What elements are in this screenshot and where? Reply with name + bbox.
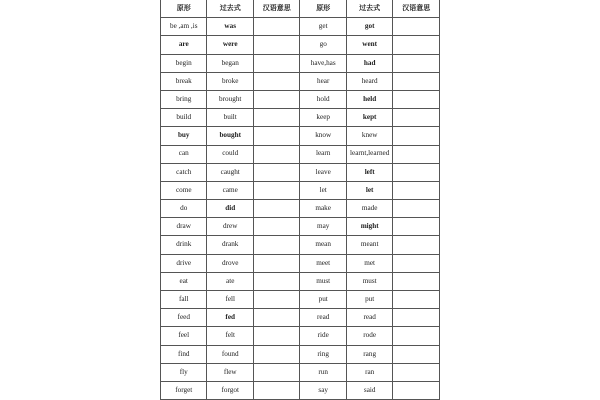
meaning-cell-2 xyxy=(393,291,440,309)
base-form-cell: forget xyxy=(161,381,207,399)
meaning-cell xyxy=(253,36,299,54)
base-form-cell: catch xyxy=(161,163,207,181)
table-row xyxy=(161,181,440,199)
base-form-cell-2: get xyxy=(300,18,346,36)
past-tense-cell: felt xyxy=(207,327,253,345)
meaning-cell xyxy=(253,327,299,345)
table-row xyxy=(161,127,440,145)
past-tense-cell: drew xyxy=(207,218,253,236)
base-form-cell: draw xyxy=(161,218,207,236)
base-form-cell-2: must xyxy=(300,272,346,290)
past-tense-cell-2: left xyxy=(346,163,392,181)
base-form-cell: buy xyxy=(161,127,207,145)
past-tense-cell-2: had xyxy=(346,54,392,72)
meaning-cell xyxy=(253,272,299,290)
past-tense-cell: built xyxy=(207,109,253,127)
base-form-cell-2: learn xyxy=(300,145,346,163)
meaning-cell-2 xyxy=(393,272,440,290)
meaning-cell xyxy=(253,145,299,163)
meaning-cell-2 xyxy=(393,363,440,381)
past-tense-cell: were xyxy=(207,36,253,54)
header-base-form: 原形 xyxy=(161,0,207,18)
table-row xyxy=(161,381,440,399)
meaning-cell-2 xyxy=(393,90,440,108)
base-form-cell: begin xyxy=(161,54,207,72)
base-form-cell-2: run xyxy=(300,363,346,381)
table-row xyxy=(161,54,440,72)
table-row xyxy=(161,72,440,90)
past-tense-cell: could xyxy=(207,145,253,163)
past-tense-cell-2: got xyxy=(346,18,392,36)
past-tense-cell-2: ran xyxy=(346,363,392,381)
base-form-cell-2: may xyxy=(300,218,346,236)
past-tense-cell: flew xyxy=(207,363,253,381)
meaning-cell xyxy=(253,218,299,236)
base-form-cell: build xyxy=(161,109,207,127)
past-tense-cell: brought xyxy=(207,90,253,108)
past-tense-cell-2: learnt,learned xyxy=(346,145,392,163)
base-form-cell-2: have,has xyxy=(300,54,346,72)
meaning-cell xyxy=(253,309,299,327)
base-form-cell-2: leave xyxy=(300,163,346,181)
table-row xyxy=(161,145,440,163)
base-form-cell: fly xyxy=(161,363,207,381)
base-form-cell-2: ring xyxy=(300,345,346,363)
meaning-cell-2 xyxy=(393,254,440,272)
meaning-cell-2 xyxy=(393,345,440,363)
base-form-cell: bring xyxy=(161,90,207,108)
meaning-cell-2 xyxy=(393,381,440,399)
meaning-cell xyxy=(253,236,299,254)
past-tense-cell-2: put xyxy=(346,291,392,309)
meaning-cell-2 xyxy=(393,36,440,54)
base-form-cell-2: hear xyxy=(300,72,346,90)
past-tense-cell-2: met xyxy=(346,254,392,272)
past-tense-cell-2: rode xyxy=(346,327,392,345)
meaning-cell-2 xyxy=(393,54,440,72)
base-form-cell-2: ride xyxy=(300,327,346,345)
table-row xyxy=(161,18,440,36)
verb-table-page xyxy=(160,0,440,400)
base-form-cell: fall xyxy=(161,291,207,309)
table-row xyxy=(161,90,440,108)
meaning-cell-2 xyxy=(393,18,440,36)
meaning-cell xyxy=(253,381,299,399)
meaning-cell xyxy=(253,90,299,108)
past-tense-cell: was xyxy=(207,18,253,36)
base-form-cell: are xyxy=(161,36,207,54)
meaning-cell-2 xyxy=(393,200,440,218)
base-form-cell-2: know xyxy=(300,127,346,145)
meaning-cell-2 xyxy=(393,218,440,236)
table-row xyxy=(161,200,440,218)
past-tense-cell: caught xyxy=(207,163,253,181)
past-tense-cell: broke xyxy=(207,72,253,90)
past-tense-cell: did xyxy=(207,200,253,218)
table-row xyxy=(161,254,440,272)
past-tense-cell: fell xyxy=(207,291,253,309)
base-form-cell-2: keep xyxy=(300,109,346,127)
base-form-cell-2: read xyxy=(300,309,346,327)
past-tense-cell-2: meant xyxy=(346,236,392,254)
irregular-verb-table xyxy=(160,0,440,400)
base-form-cell: feed xyxy=(161,309,207,327)
meaning-cell xyxy=(253,72,299,90)
table-body xyxy=(161,18,440,400)
meaning-cell xyxy=(253,254,299,272)
table-row xyxy=(161,163,440,181)
base-form-cell-2: make xyxy=(300,200,346,218)
past-tense-cell-2: heard xyxy=(346,72,392,90)
meaning-cell xyxy=(253,345,299,363)
past-tense-cell: came xyxy=(207,181,253,199)
table-row xyxy=(161,218,440,236)
header-chinese-meaning-2: 汉语意思 xyxy=(393,0,440,18)
past-tense-cell-2: made xyxy=(346,200,392,218)
meaning-cell-2 xyxy=(393,109,440,127)
base-form-cell-2: meet xyxy=(300,254,346,272)
meaning-cell-2 xyxy=(393,127,440,145)
meaning-cell xyxy=(253,363,299,381)
past-tense-cell: drove xyxy=(207,254,253,272)
meaning-cell xyxy=(253,181,299,199)
meaning-cell xyxy=(253,291,299,309)
past-tense-cell-2: kept xyxy=(346,109,392,127)
header-chinese-meaning: 汉语意思 xyxy=(253,0,299,18)
table-row xyxy=(161,272,440,290)
meaning-cell xyxy=(253,18,299,36)
header-past-tense-2: 过去式 xyxy=(346,0,392,18)
base-form-cell: drive xyxy=(161,254,207,272)
base-form-cell-2: put xyxy=(300,291,346,309)
meaning-cell xyxy=(253,163,299,181)
past-tense-cell-2: went xyxy=(346,36,392,54)
base-form-cell: do xyxy=(161,200,207,218)
meaning-cell-2 xyxy=(393,327,440,345)
past-tense-cell: bought xyxy=(207,127,253,145)
base-form-cell-2: go xyxy=(300,36,346,54)
base-form-cell: eat xyxy=(161,272,207,290)
past-tense-cell: began xyxy=(207,54,253,72)
meaning-cell xyxy=(253,127,299,145)
meaning-cell xyxy=(253,54,299,72)
table-header-row xyxy=(161,0,440,18)
past-tense-cell: fed xyxy=(207,309,253,327)
past-tense-cell: forgot xyxy=(207,381,253,399)
meaning-cell-2 xyxy=(393,163,440,181)
past-tense-cell-2: said xyxy=(346,381,392,399)
base-form-cell-2: hold xyxy=(300,90,346,108)
table-row xyxy=(161,309,440,327)
table-row xyxy=(161,363,440,381)
base-form-cell-2: say xyxy=(300,381,346,399)
base-form-cell: feel xyxy=(161,327,207,345)
base-form-cell-2: mean xyxy=(300,236,346,254)
table-row xyxy=(161,36,440,54)
base-form-cell: can xyxy=(161,145,207,163)
past-tense-cell: drank xyxy=(207,236,253,254)
base-form-cell: drink xyxy=(161,236,207,254)
base-form-cell: break xyxy=(161,72,207,90)
base-form-cell: find xyxy=(161,345,207,363)
past-tense-cell: found xyxy=(207,345,253,363)
past-tense-cell-2: must xyxy=(346,272,392,290)
past-tense-cell-2: held xyxy=(346,90,392,108)
past-tense-cell-2: rang xyxy=(346,345,392,363)
meaning-cell-2 xyxy=(393,145,440,163)
table-row xyxy=(161,236,440,254)
meaning-cell-2 xyxy=(393,181,440,199)
meaning-cell-2 xyxy=(393,72,440,90)
past-tense-cell-2: let xyxy=(346,181,392,199)
past-tense-cell-2: knew xyxy=(346,127,392,145)
base-form-cell-2: let xyxy=(300,181,346,199)
past-tense-cell: ate xyxy=(207,272,253,290)
table-row xyxy=(161,345,440,363)
meaning-cell xyxy=(253,109,299,127)
meaning-cell xyxy=(253,200,299,218)
table-row xyxy=(161,291,440,309)
table-row xyxy=(161,327,440,345)
meaning-cell-2 xyxy=(393,236,440,254)
base-form-cell: be ,am ,is xyxy=(161,18,207,36)
header-base-form-2: 原形 xyxy=(300,0,346,18)
base-form-cell: come xyxy=(161,181,207,199)
past-tense-cell-2: read xyxy=(346,309,392,327)
table-row xyxy=(161,109,440,127)
meaning-cell-2 xyxy=(393,309,440,327)
past-tense-cell-2: might xyxy=(346,218,392,236)
header-past-tense: 过去式 xyxy=(207,0,253,18)
